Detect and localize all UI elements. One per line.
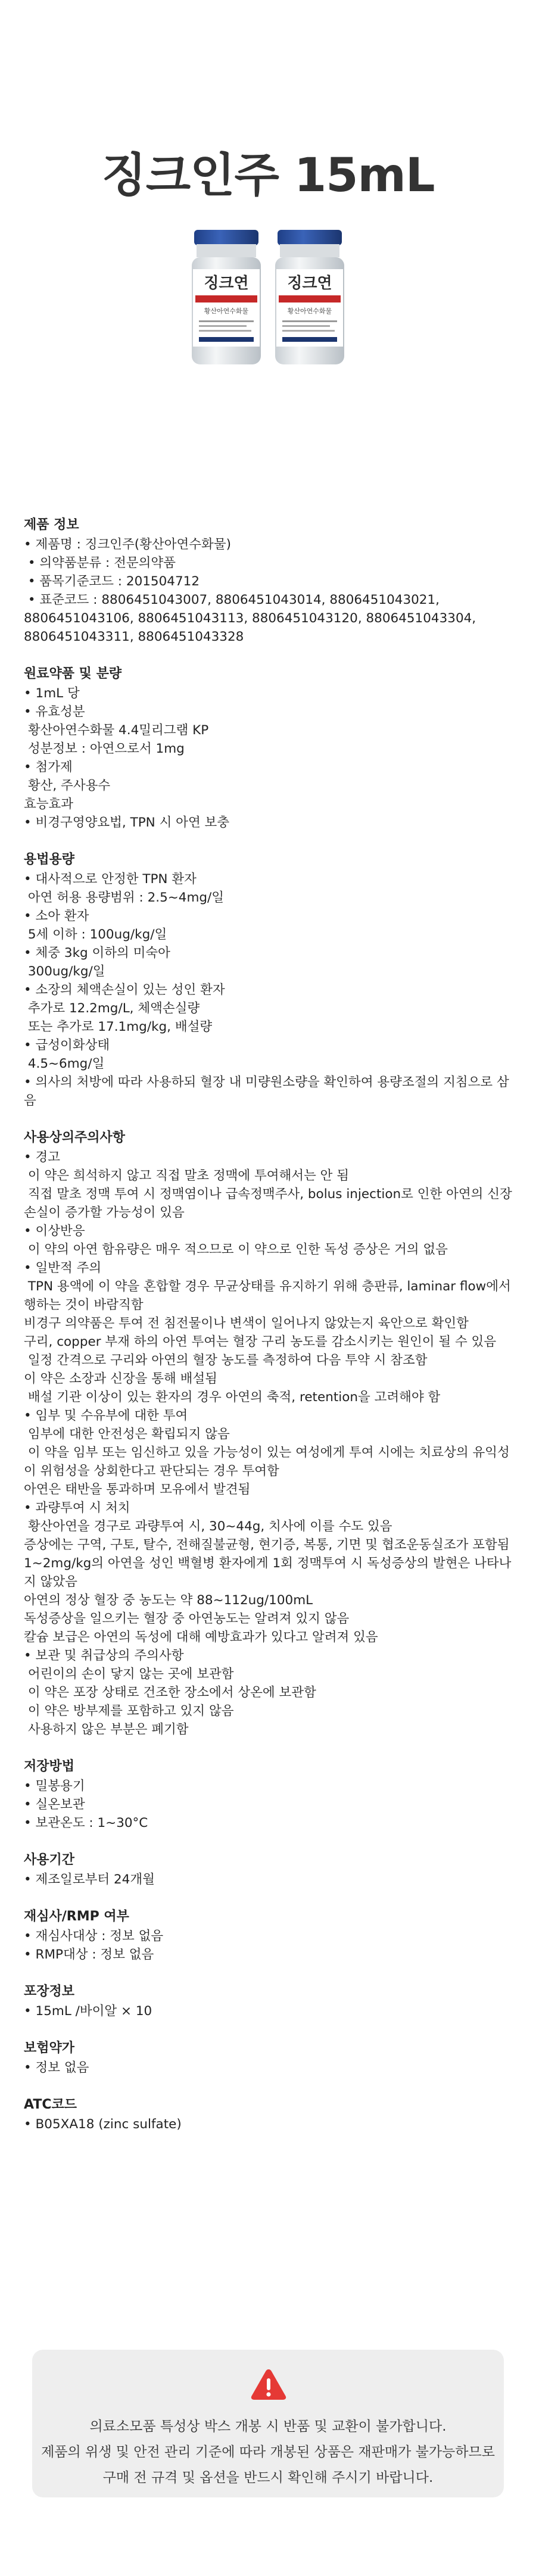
vial-right-brand: 징크연 xyxy=(287,275,332,292)
info-line: 1~2mg/kg의 아연을 성인 백혈병 환자에게 1회 정맥투여 시 독성증상의 발현은 나타나지 않았음 xyxy=(24,1556,512,1589)
info-line: • 비경구영양요법, TPN 시 아연 보충 xyxy=(24,815,230,830)
info-line: 일정 간격으로 구리와 아연의 혈장 농도를 측정하여 다음 투약 시 참조함 xyxy=(24,1353,428,1368)
vial-right-sub: 황산아연수화물 xyxy=(287,307,332,315)
info-line: • 보관온도 : 1~30°C xyxy=(24,1816,148,1830)
section-title: 보험약가 xyxy=(24,2041,75,2056)
info-line: 또는 추가로 17.1mg/kg, 배설량 xyxy=(24,1019,213,1034)
section-reexam xyxy=(24,1907,512,1964)
info-line: 5세 이하 : 100ug/kg/일 xyxy=(24,927,167,942)
info-line: 이 약은 소장과 신장을 통해 배설됨 xyxy=(24,1371,217,1386)
info-line: 비경구 의약품은 투여 전 침전물이나 변색이 일어나지 않았는지 육안으로 확인함 xyxy=(24,1316,469,1331)
section-title: 제품 정보 xyxy=(24,517,79,532)
info-line: 임부에 대한 안전성은 확립되지 않음 xyxy=(24,1427,230,1442)
info-line: • 경고 xyxy=(24,1150,61,1165)
section-atc xyxy=(24,2095,512,2134)
info-line: • 소장의 체액손실이 있는 성인 환자 xyxy=(24,983,225,997)
info-line: • 급성이화상태 xyxy=(24,1038,110,1053)
info-line: • 제조일로부터 24개월 xyxy=(24,1872,155,1887)
info-line: • 1mL 당 xyxy=(24,686,80,701)
vial-right xyxy=(275,230,344,364)
info-line: TPN 용액에 이 약을 혼합할 경우 무균상태를 유지하기 위해 층판류, laminar flow에서 행하는 것이 바람직함 xyxy=(24,1279,515,1312)
section-insurance xyxy=(24,2039,512,2077)
info-line: • 체중 3kg 이하의 미숙아 xyxy=(24,946,170,960)
notice-box xyxy=(32,2350,504,2497)
info-line: 증상에는 구역, 구토, 탈수, 전해질불균형, 현기증, 복통, 기면 및 협조운동실조가 포함됨 xyxy=(24,1538,510,1552)
info-line: 아연 허용 용량범위 : 2.5~4mg/일 xyxy=(24,890,225,905)
vial-left-sub: 황산아연수화물 xyxy=(204,307,249,315)
info-line: 어린이의 손이 닿지 않는 곳에 보관함 xyxy=(24,1667,234,1682)
section-title: 저장방법 xyxy=(24,1759,75,1774)
info-line: 독성증상을 일으키는 혈장 중 아연농도는 알려져 있지 않음 xyxy=(24,1611,350,1626)
notice-line: 구매 전 규격 및 옵션을 반드시 확인해 주시기 바랍니다. xyxy=(102,2470,434,2485)
notice-line: 제품의 위생 및 안전 관리 기준에 따라 개봉된 상품은 재판매가 불가능하므로 xyxy=(41,2444,495,2460)
info-line: • 유효성분 xyxy=(24,704,85,719)
section-title: 사용상의주의사항 xyxy=(24,1130,126,1145)
info-line: 사용하지 않은 부분은 폐기함 xyxy=(24,1722,189,1737)
info-line: 황산, 주사용수 xyxy=(24,778,111,793)
info-line: 이 약의 아연 함유량은 매우 적으므로 이 약으로 인한 독성 증상은 거의 없음 xyxy=(24,1242,448,1257)
notice-text xyxy=(32,2414,504,2491)
info-line: • 정보 없음 xyxy=(24,2060,89,2075)
info-line: 아연은 태반을 통과하며 모유에서 발견됨 xyxy=(24,1482,251,1497)
info-line: • 표준코드 : 8806451043007, 8806451043014, 8806451043021, 8806451043106, 8806451043113, 8806451043120, 8806451043304, 8806451043311, 8806451043328 xyxy=(24,592,480,644)
vial-left-brand: 징크연 xyxy=(204,275,249,292)
info-line: • 과량투여 시 처치 xyxy=(24,1501,130,1515)
info-line: • 임부 및 수유부에 대한 투여 xyxy=(24,1408,188,1423)
notice-line: 의료소모품 특성상 박스 개봉 시 반품 및 교환이 불가합니다. xyxy=(89,2419,447,2434)
info-line: • RMP대상 : 정보 없음 xyxy=(24,1947,154,1962)
section-title: ATC코드 xyxy=(24,2097,77,2112)
warning-icon xyxy=(250,2368,287,2401)
product-info-content xyxy=(24,516,515,2152)
info-line: • 첨가제 xyxy=(24,760,73,775)
info-line: 이 약은 포장 상태로 건조한 장소에서 상온에 보관함 xyxy=(24,1685,316,1700)
info-line: 효능효과 xyxy=(24,797,74,812)
info-line: • 재심사대상 : 정보 없음 xyxy=(24,1929,164,1944)
info-line: • 의약품분류 : 전문의약품 xyxy=(24,556,176,570)
section-storage xyxy=(24,1757,512,1832)
info-line: • 보관 및 취급상의 주의사항 xyxy=(24,1648,184,1663)
info-line: • 품목기준코드 : 201504712 xyxy=(24,574,200,589)
section-product-info xyxy=(24,516,512,646)
info-line: • 밀봉용기 xyxy=(24,1779,85,1794)
info-line: • 대사적으로 안정한 TPN 환자 xyxy=(24,872,197,887)
info-line: 아연의 정상 혈장 중 농도는 약 88~112ug/100mL xyxy=(24,1593,313,1608)
info-line: 배설 기관 이상이 있는 환자의 경우 아연의 축적, retention을 고려해야 함 xyxy=(24,1390,441,1405)
info-line: 4.5~6mg/일 xyxy=(24,1056,105,1071)
vial-left xyxy=(192,230,261,364)
info-line: 황산아연수화물 4.4밀리그램 KP xyxy=(24,723,209,738)
info-line: 칼슘 보급은 아연의 독성에 대해 예방효과가 있다고 알려져 있음 xyxy=(24,1630,378,1645)
section-packaging xyxy=(24,1982,512,2020)
info-line: • 일반적 주의 xyxy=(24,1261,102,1275)
page-title: 징크인주 15mL xyxy=(101,149,435,202)
info-line: 추가로 12.2mg/L, 체액손실량 xyxy=(24,1001,200,1016)
section-title: 포장정보 xyxy=(24,1984,75,1999)
info-line: • 제품명 : 징크인주(황산아연수화물) xyxy=(24,537,231,552)
section-shelf-life xyxy=(24,1851,512,1889)
info-line: • B05XA18 (zinc sulfate) xyxy=(24,2117,182,2132)
info-line: 이 약은 방부제를 포함하고 있지 않음 xyxy=(24,1704,234,1719)
info-line: 구리, copper 부재 하의 아연 투여는 혈장 구리 농도를 감소시키는 원인이 될 수 있음 xyxy=(24,1334,497,1349)
product-image xyxy=(191,226,345,369)
info-line: 성분정보 : 아연으로서 1mg xyxy=(24,741,185,756)
section-title: 원료약품 및 분량 xyxy=(24,666,122,681)
section-title: 재심사/RMP 여부 xyxy=(24,1909,129,1924)
info-line: • 15mL /바이알 × 10 xyxy=(24,2004,152,2019)
section-dosage xyxy=(24,850,512,1110)
info-line: 이 약을 임부 또는 임신하고 있을 가능성이 있는 여성에게 투여 시에는 치료상의 유익성이 위험성을 상회한다고 판단되는 경우 투여함 xyxy=(24,1445,510,1479)
info-line: • 이상반응 xyxy=(24,1224,85,1239)
vials-illustration xyxy=(191,226,345,369)
info-line: 이 약은 희석하지 않고 직접 말초 정맥에 투여해서는 안 됨 xyxy=(24,1168,350,1183)
info-line: 300ug/kg/일 xyxy=(24,964,105,979)
info-line: 직접 말초 정맥 투여 시 정맥염이나 급속정맥주사, bolus injection로 인한 아연의 신장손실이 증가할 가능성이 있음 xyxy=(24,1187,512,1220)
info-line: • 실온보관 xyxy=(24,1797,85,1812)
section-ingredients xyxy=(24,665,512,832)
info-line: • 소아 환자 xyxy=(24,909,89,924)
section-precautions xyxy=(24,1128,515,1739)
section-title: 용법용량 xyxy=(24,852,75,867)
info-line: 황산아연을 경구로 과량투여 시, 30~44g, 치사에 이를 수도 있음 xyxy=(24,1519,392,1534)
info-line: • 의사의 처방에 따라 사용하되 혈장 내 미량원소량을 확인하여 용량조절의 지침으로 삼음 xyxy=(24,1075,509,1108)
section-title: 사용기간 xyxy=(24,1853,75,1867)
